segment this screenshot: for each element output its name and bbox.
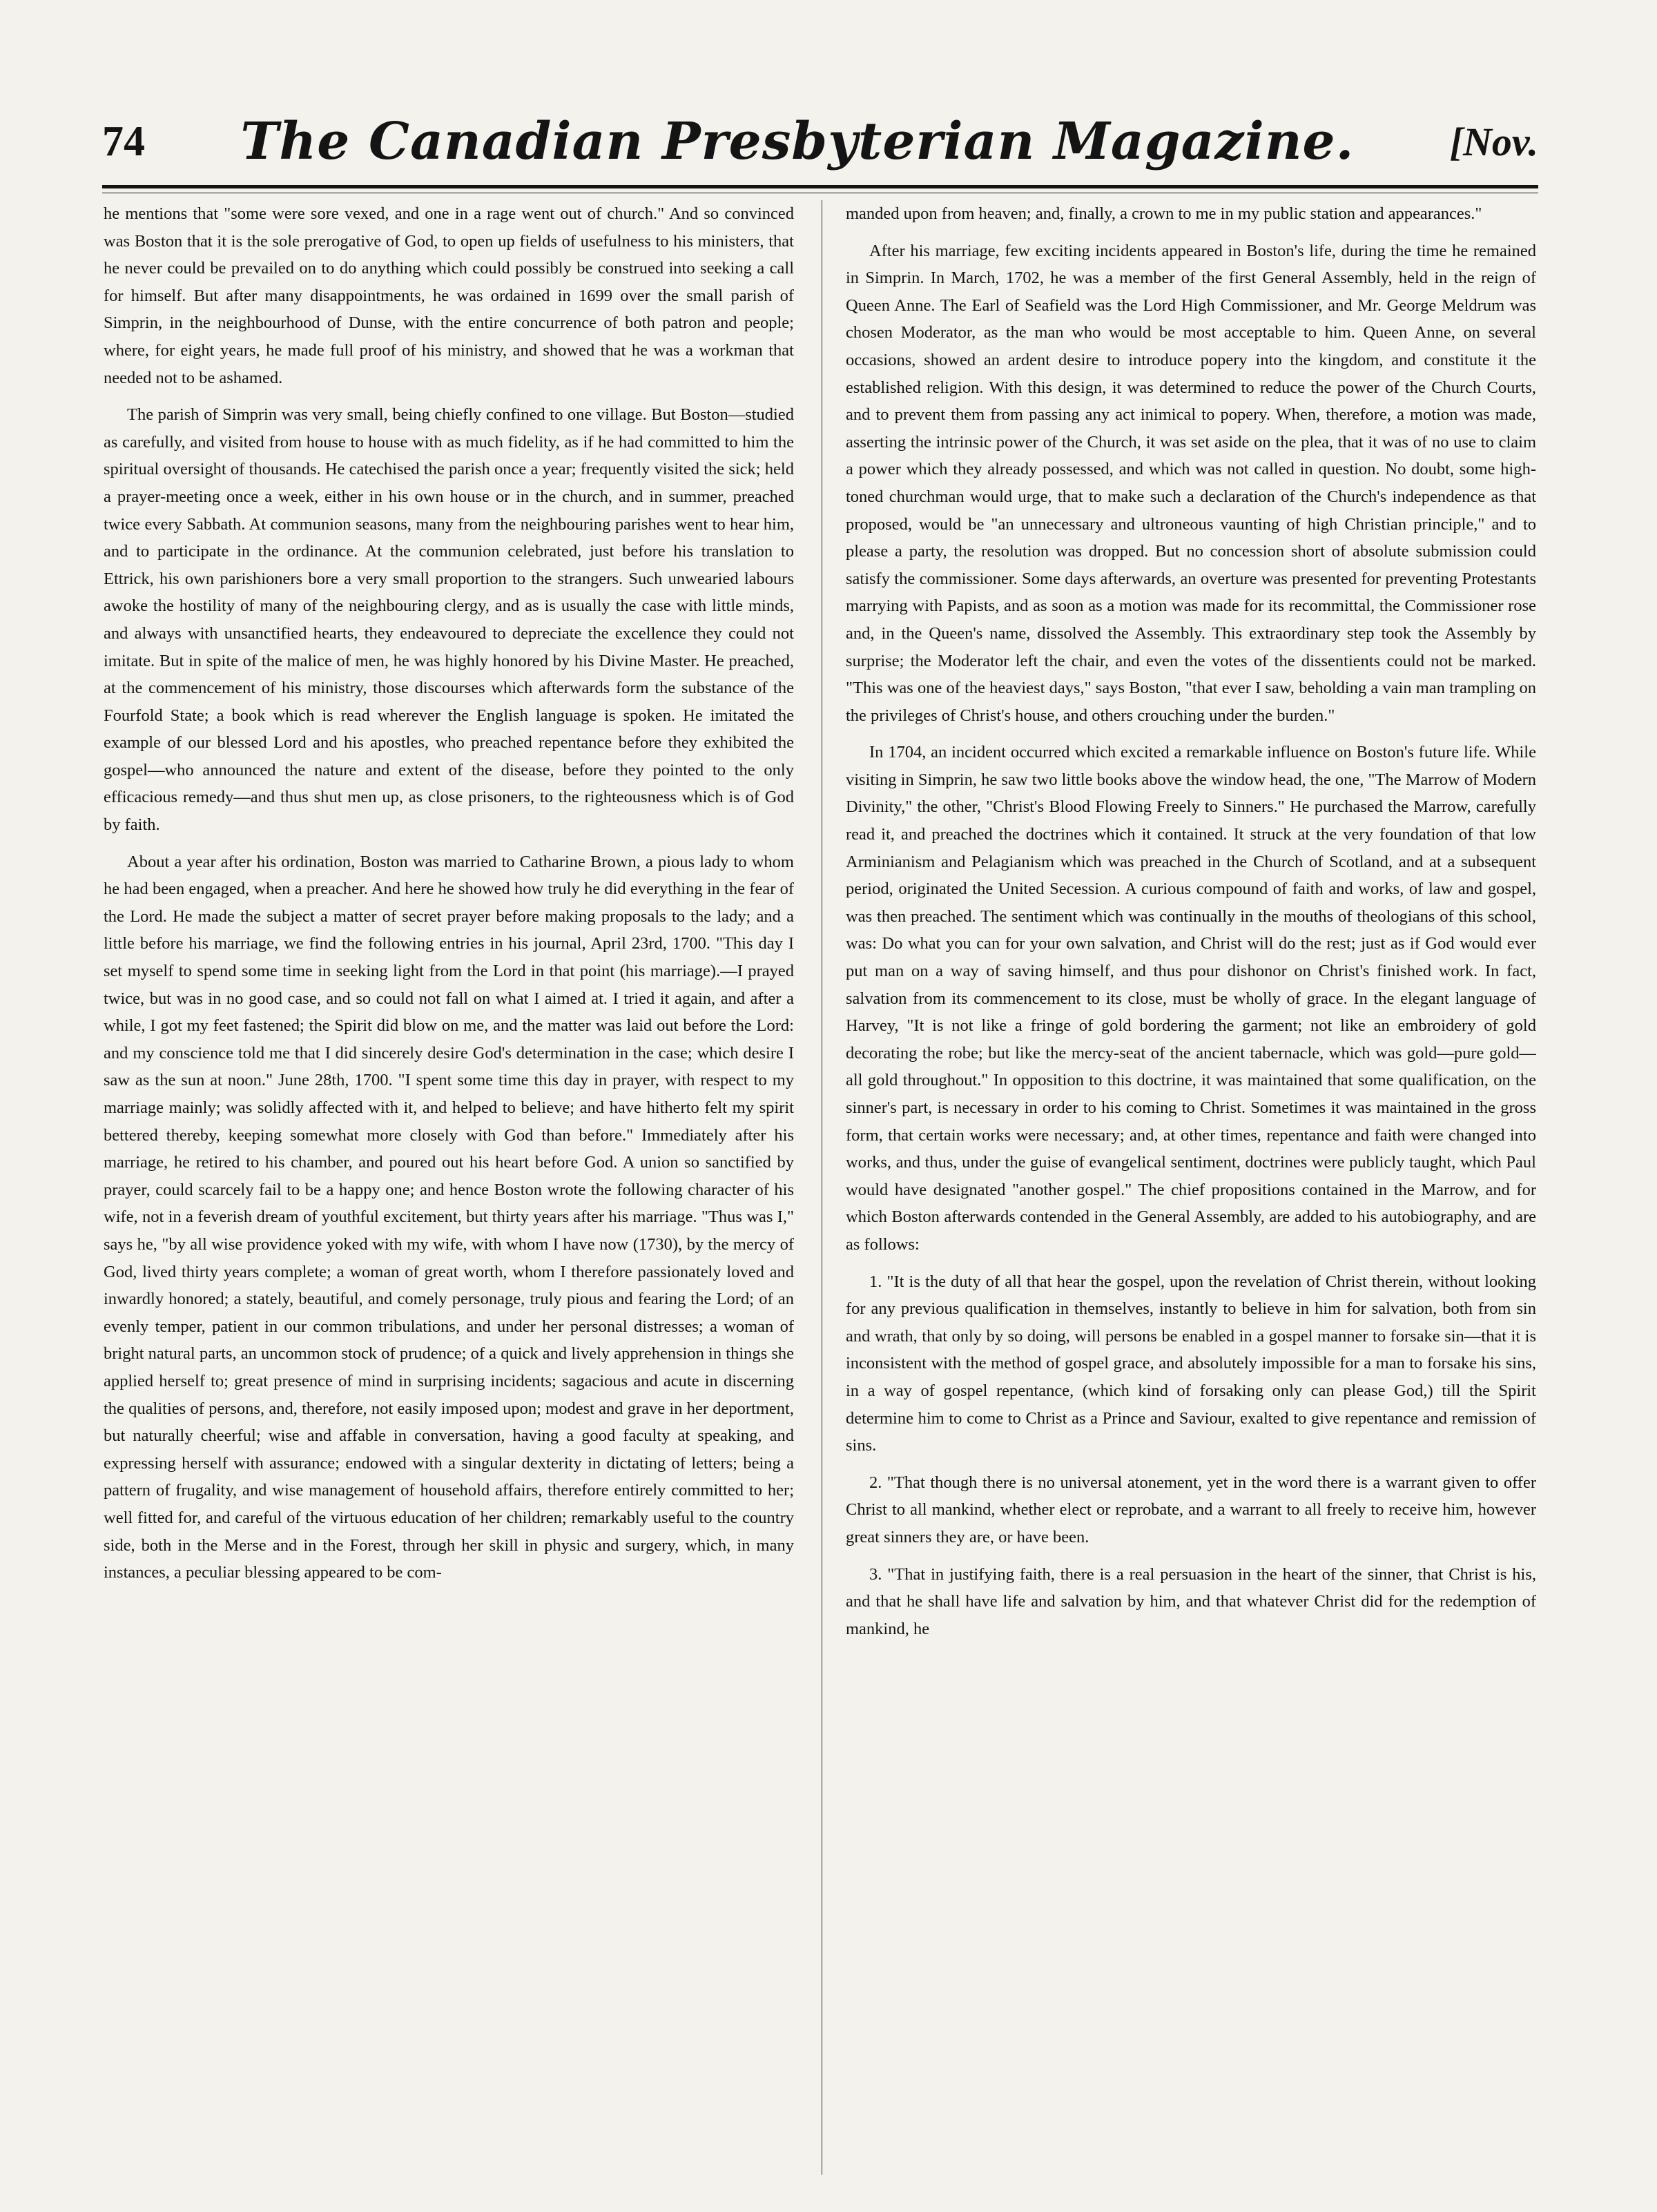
paragraph: he mentions that "some were sore vexed, and one in a rage went out of church." And so convinced was Boston that it is the sole prerogative of God, to open up fields of usefulness to his ministers, that he never could be prevailed on to do anything which could possibly be construed into seeking a call for himself. But after many disappointments, he was ordained in 1699 over the small parish of Simprin, in the neighbourhood of Dunse, with the entire concurrence of both patron and people; where, for eight years, he made full proof of his ministry, and showed that he was a workman that needed not to be ashamed. bbox=[104, 204, 794, 387]
proposition-item: 2. "That though there is no universal atonement, yet in the word there is a warrant given to offer Christ to all mankind, whether elect or reprobate, and a warrant to all freely to receive him, however great sinners they are, or have been. bbox=[846, 1473, 1536, 1546]
magazine-title: The Canadian Presbyterian Magazine. bbox=[240, 112, 1355, 171]
paragraph: After his marriage, few exciting incidents appeared in Boston's life, during the time he remained in Simprin. In March, 1702, he was a member of the first General Assembly, held in the reign of Queen Anne. The Earl of Seafield was the Lord High Commissioner, and Mr. George Meldrum was chosen Moderator, as the man who would be most acceptable to him. Queen Anne, on several occasions, showed an ardent desire to introduce popery into the kingdom, and constitute it the established religion. With this design, it was determined to reduce the power of the Church Courts, and to prevent them from passing any act inimical to popery. When, therefore, a motion was made, asserting the intrinsic power of the Church, it was set aside on the plea, that it was of no use to claim a power which they already possessed, and which was not called in question. No doubt, some high-toned churchman would urge, that to make such a declaration of the Church's independence as that proposed, would be "an unnecessary and ultroneous vaunting of high Christian principle," and to please a party, the resolution was dropped. But no concession short of absolute submission could satisfy the commissioner. Some days afterwards, an overture was presented for preventing Protestants marrying with Papists, and as soon as a motion was made for its recommittal, the Commissioner rose and, in the Queen's name, dissolved the Assembly. This extraordinary step took the Assembly by surprise; the Moderator left the chair, and even the votes of the dissentients could not be marked. "This was one of the heaviest days," says Boston, "that ever I saw, beholding a vain man trampling on the privileges of Christ's house, and others crouching under the burden." bbox=[846, 241, 1536, 725]
header-rule-thick bbox=[102, 185, 1538, 188]
paragraph: The parish of Simprin was very small, being chiefly confined to one village. But Boston—studied as carefully, and visited from house to house with as much fidelity, as if he had committed to him the spiritual oversight of thousands. He catechised the parish once a year; frequently visited the sick; held a prayer-meeting once a week, either in his own house or in the church, and in summer, preached twice every Sabbath. At communion seasons, many from the neighbouring parishes went to hear him, and to participate in the ordinance. At the communion celebrated, just before his translation to Ettrick, his own parishioners bore a very small proportion to the strangers. Such unwearied labours awoke the hostility of many of the neighbouring clergy, and as is usually the case with little minds, and always with unsanctified hearts, they endeavoured to depreciate the excellence they could not imitate. But in spite of the malice of men, he was highly honored by his Divine Master. He preached, at the commencement of his ministry, those discourses which afterwards form the substance of the Fourfold State; a book which is read wherever the English language is spoken. He imitated the example of our blessed Lord and his apostles, who preached repentance before they exhibited the gospel—who announced the nature and extent of the disease, before they pointed to the only efficacious remedy—and thus shut men up, as close prisoners, to the righteousness which is of God by faith. bbox=[104, 405, 794, 835]
page-number: 74 bbox=[102, 117, 145, 165]
page-header bbox=[102, 104, 1538, 180]
issue-month: [Nov. bbox=[1449, 119, 1538, 164]
right-column bbox=[846, 200, 1536, 2182]
left-column bbox=[104, 200, 794, 2182]
paragraph: manded upon from heaven; and, finally, a crown to me in my public station and appearances." bbox=[846, 204, 1482, 223]
proposition-item: 3. "That in justifying faith, there is a real persuasion in the heart of the sinner, that Christ is his, and that he shall have life and salvation by him, and that whatever Christ did for the redemption of mankind, he bbox=[846, 1564, 1536, 1638]
paragraph: In 1704, an incident occurred which excited a remarkable influence on Boston's future life. While visiting in Simprin, he saw two little books above the window head, the one, "The Marrow of Modern Divinity," the other, "Christ's Blood Flowing Freely to Sinners." He purchased the Marrow, carefully read it, and preached the doctrines which it contained. It struck at the very foundation of that low Arminianism and Pelagianism which was preached in the Church of Scotland, and at a subsequent period, originated the United Secession. A curious compound of faith and works, of law and gospel, was then preached. The sentiment which was continually in the mouths of theologians of this school, was: Do what you can for your own salvation, and Christ will do the rest; just as if God would ever put man on a way of saving himself, and thus pour dishonor on Christ's finished work. In fact, salvation from its commencement to its close, must be wholly of grace. In the elegant language of Harvey, "It is not like a fringe of gold bordering the garment; not like an embroidery of gold decorating the robe; but like the mercy-seat of the ancient tabernacle, which was gold—pure gold—all gold throughout." In opposition to this doctrine, it was maintained that some qualification, on the sinner's part, is necessary in order to his coming to Christ. Sometimes it was maintained in the gross form, that certain works were necessary; and, at other times, repentance and faith were changed into works, and thus, under the guise of evangelical sentiment, doctrines were publicly taught, which Paul would have designated "another gospel." The chief propositions contained in the Marrow, and for which Boston afterwards contended in the General Assembly, are added to his autobiography, and are as follows: bbox=[846, 743, 1536, 1254]
proposition-item: 1. "It is the duty of all that hear the gospel, upon the revelation of Christ therein, without looking for any previous qualification in themselves, instantly to believe in him for salvation, both from sin and wrath, that only by so doing, will persons be enabled in a gospel manner to forsake sin—that it is inconsistent with the method of gospel grace, and absolutely impossible for a man to forsake his sins, in a way of gospel repentance, (which kind of forsaking only can please God,) till the Spirit determine him to come to Christ as a Prince and Saviour, exalted to give repentance and remission of sins. bbox=[846, 1272, 1536, 1455]
paragraph: About a year after his ordination, Boston was married to Catharine Brown, a pious lady to whom he had been engaged, when a preacher. And here he showed how truly he did everything in the fear of the Lord. He made the subject a matter of secret prayer before making proposals to the lady; and a little before his marriage, we find the following entries in his journal, April 23rd, 1700. "This day I set myself to spend some time in seeking light from the Lord in that point (his marriage).—I prayed twice, but was in no good case, and so could not fall on what I aimed at. I tried it again, and after a while, I got my feet fastened; the Spirit did blow on me, and the matter was laid out before the Lord: and my conscience told me that I did sincerely desire God's determination in the case; which desire I saw as the sun at noon." June 28th, 1700. "I spent some time this day in prayer, with respect to my marriage mainly; was solidly affected with it, and helped to believe; and have hitherto felt my spirit bettered thereby, keeping somewhat more closely with God than before." Immediately after his marriage, he retired to his chamber, and poured out his heart before God. A union so sanctified by prayer, could scarcely fail to be a happy one; and hence Boston wrote the following character of his wife, not in a feverish dream of youthful excitement, but thirty years after his marriage. "Thus was I," says he, "by all wise providence yoked with my wife, with whom I have now (1730), by the mercy of God, lived thirty years complete; a woman of great worth, whom I therefore passionately loved and inwardly honored; a stately, beautiful, and comely personage, truly pious and fearing the Lord; of an evenly temper, patient in our common tribulations, and under her personal distresses; a woman of bright natural parts, an uncommon stock of prudence; of a quick and lively apprehension in things she applied herself to; great presence of mind in surprising incidents; sagacious and acute in discerning the qualities of persons, and, therefore, not easily imposed upon; modest and grave in her deportment, but naturally cheerful; wise and affable in conversation, having a good faculty at speaking, and expressing herself with assurance; endowed with a singular dexterity in dictating of letters; being a pattern of frugality, and wise management of household affairs, therefore entirely committed to her; well fitted for, and careful of the virtuous education of her children; remarkably useful to the country side, both in the Merse and in the Forest, through her skill in physic and surgery, which, in many instances, a peculiar blessing appeared to be com- bbox=[104, 852, 794, 1582]
